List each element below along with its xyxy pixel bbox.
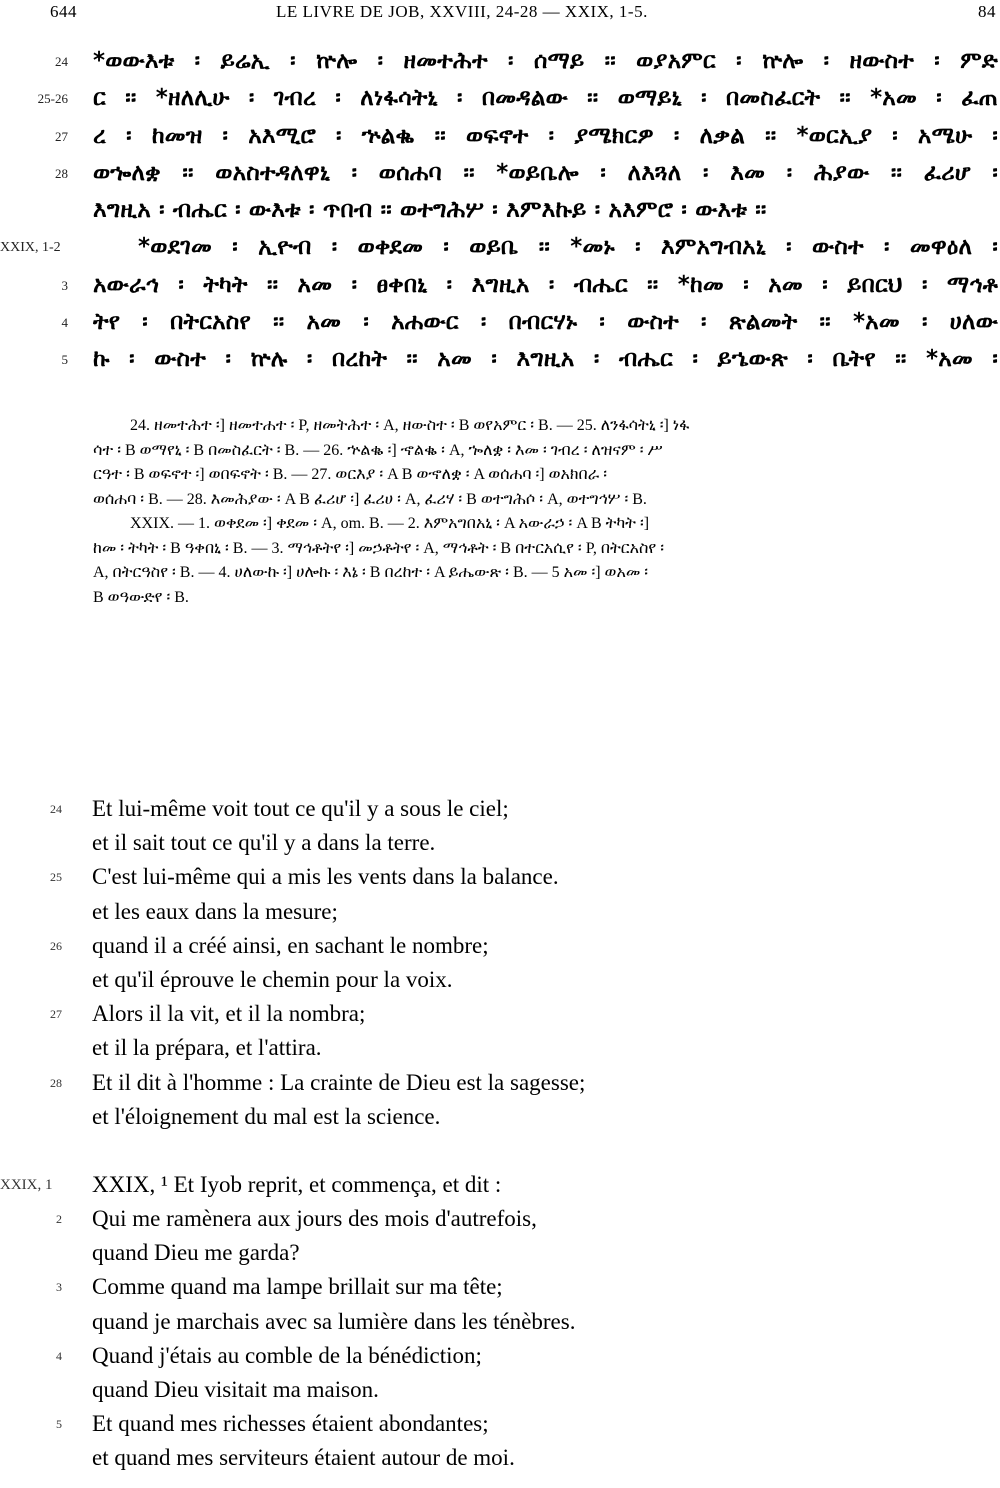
apparatus-line: XXIX. — 1. ወቀደመ ፡] ቀደመ ፡ A, om. B. — 2. እምአግበአኒ ፡ A አውራኃ ፡ A B ትካት ፡] [130, 515, 650, 532]
translation-text: quand Dieu visitait ma maison. [92, 1377, 379, 1402]
translation-line [0, 1441, 1000, 1475]
geez-line-text: ትየ ፡ በትርአስየ ፡፡ አመ ፡ አሐውር ፡ በብርሃኑ ፡ ውስተ ፡ ጽልመት ፡፡ *አመ ፡ ሀለው [93, 309, 998, 336]
verse-number: 3 [61, 277, 68, 293]
translation-text: Qui me ramènera aux jours des mois d'autrefois, [92, 1206, 537, 1232]
page-number-right: 84 [978, 2, 996, 21]
translation-text: quand je marchais avec sa lumière dans les ténèbres. [92, 1308, 576, 1334]
verse-number: 25 [50, 870, 62, 885]
translation-line [0, 1407, 1000, 1441]
french-translation [0, 792, 1000, 1476]
translation-text: Et lui-même voit tout ce qu'il y a sous le ciel; [92, 796, 509, 821]
translation-text: et l'éloignement du mal est la science. [92, 1103, 441, 1129]
translation-line [0, 1236, 1000, 1270]
translation-line [0, 1202, 1000, 1236]
verse-number: 27 [50, 1007, 62, 1022]
geez-line [0, 192, 1000, 229]
translation-text: et il sait tout ce qu'il y a dans la terre. [92, 830, 436, 856]
translation-text: Quand j'étais au comble de la bénédiction; [92, 1342, 482, 1368]
geez-line [0, 304, 1000, 341]
translation-line [0, 997, 1000, 1031]
translation-text: et il la prépara, et l'attira. [92, 1035, 322, 1061]
verse-number: 2 [56, 1212, 62, 1227]
verse-number: 24 [55, 54, 68, 69]
geez-line [0, 341, 1000, 378]
verse-number: 25-26 [37, 91, 68, 107]
running-title: LE LIVRE DE JOB, XXVIII, 24-28 — XXIX, 1-5. [276, 2, 648, 21]
verse-number: 27 [55, 128, 68, 144]
verse-number: 24 [50, 802, 62, 816]
apparatus-line: ሳተ ፡ B ወማየኒ ፡ B በመስፈርት ፡ B. — 26. ኍልቈ ፡] ኆልቈ ፡ A, ኈለቋ ፡ እመ ፡ ገብረ ፡ ለዝናም ፡ ሥ [93, 441, 663, 459]
geez-line-text: አውራኅ ፡ ትካት ፡፡ አመ ፡ ፀቀበኒ ፡ እግዚአ ፡ ብሔር ፡፡ *ከመ ፡ አመ ፡ ይበርህ ፡ ማኅቶ [93, 271, 998, 298]
section-gap [0, 1134, 1000, 1168]
translation-text: et les eaux dans la mesure; [92, 898, 338, 924]
verse-number: 28 [50, 1075, 62, 1090]
verse-number: 4 [56, 1348, 62, 1363]
translation-line [0, 826, 1000, 860]
translation-line [0, 1168, 1000, 1202]
translation-text: et quand mes serviteurs étaient autour de moi. [92, 1445, 515, 1471]
geez-line-text: ኩ ፡ ውስተ ፡ ኵሉ ፡ በረከት ፡፡ አመ ፡ እግዚአ ፡ ብሔር ፡ ይኄውጽ ፡ ቤትየ ፡፡ *አመ ፡ [93, 346, 998, 373]
geez-line [0, 267, 1000, 304]
geez-line-text: እግዚአ ፡ ብሔር ፡ ውእቱ ፡ ጥበብ ፡፡ ወተግሕሦ ፡ እምእኩይ ፡ አእምሮ ፡ ውእቱ ፡፡ [93, 197, 767, 224]
verse-number: 26 [50, 938, 62, 953]
apparatus-line: 24. ዘመተሕተ ፡] ዘመተሐተ ፡ P, ዘመትሕተ ፡ A, ዘውስተ ፡ B ወየአምር ፡ B. — 25. ለንፋሳትኒ ፡] ነፋ [130, 417, 690, 434]
translation-line [0, 1339, 1000, 1373]
translation-line [0, 1373, 1000, 1407]
geez-line [0, 229, 1000, 266]
apparatus-line: B ወዓውድየ ፡ B. [93, 588, 189, 606]
apparatus-line: ከመ ፡ ትካት ፡ B ዓቀበኒ ፡ B. — 3. ማኅቶትየ ፡] መኃቶትየ ፡ A, ማኅቶት ፡ B በተርአሲየ ፡ P, በትርአስየ ፡ [93, 539, 664, 557]
running-header [0, 2, 1000, 28]
translation-line [0, 1100, 1000, 1134]
verse-number: 3 [56, 1280, 62, 1295]
translation-line [0, 1270, 1000, 1304]
translation-line [0, 792, 1000, 826]
geez-line-text: *ወደገመ ፡ ኢዮብ ፡ ወቀደመ ፡ ወይቤ ፡፡ *መኑ ፡ እምአግብአኒ ፡ ውስተ ፡ መዋዕለ ፡ [138, 234, 998, 261]
page-number-left: 644 [50, 2, 77, 21]
geez-line [0, 118, 1000, 155]
geez-line-text: ረ ፡ ከመዝ ፡ አእሚሮ ፡ ኍልቈ ፡፡ ወፍኖተ ፡ ያሜክርዎ ፡ ለቃል ፡፡ *ወርኢያ ፡ አሜሁ ፡ [93, 122, 998, 149]
translation-line [0, 860, 1000, 894]
verse-number: 28 [55, 165, 68, 181]
translation-line [0, 895, 1000, 929]
translation-line [0, 929, 1000, 963]
geez-line [0, 43, 1000, 80]
translation-text: et qu'il éprouve le chemin pour la voix. [92, 966, 453, 992]
translation-text: Et il dit à l'homme : La crainte de Dieu est la sagesse; [92, 1069, 586, 1095]
translation-line [0, 963, 1000, 997]
apparatus-paragraph-xxviii [93, 414, 993, 512]
geez-line-text: ወኈለቋ ፡፡ ወአስተዳለዋኒ ፡ ወሰሐባ ፡፡ *ወይቤሎ ፡ ለእጓለ ፡ እመ ፡ ሕያው ፡፡ ፈሪሆ ፡ [93, 159, 998, 186]
geez-line [0, 80, 1000, 117]
translation-line [0, 1305, 1000, 1339]
geez-line-text: *ወውእቱ ፡ ይሬኢ ፡ ኵሎ ፡ ዘመተሕተ ፡ ሰማይ ፡፡ ወያአምር ፡ ኵሎ ፡ ዘውስተ ፡ ምድ [93, 48, 998, 74]
verse-number: 5 [61, 352, 68, 368]
chapter-verse-number: XXIX, 1-2 [0, 240, 61, 256]
translation-text: XXIX, ¹ Et Iyob reprit, et commença, et dit : [92, 1171, 502, 1197]
translation-text: quand Dieu me garda? [92, 1240, 300, 1266]
verse-number: 5 [56, 1417, 62, 1432]
translation-line [0, 1066, 1000, 1100]
translation-text: Et quand mes richesses étaient abondantes; [92, 1411, 489, 1437]
translation-text: Comme quand ma lampe brillait sur ma tête; [92, 1274, 503, 1300]
geez-text-block [0, 43, 1000, 379]
critical-apparatus [93, 414, 993, 610]
translation-line [0, 1031, 1000, 1065]
translation-text: quand il a créé ainsi, en sachant le nombre; [92, 932, 489, 958]
chapter-verse-number: XXIX, 1 [0, 1176, 53, 1193]
apparatus-line: ርዓተ ፡ B ወፍኖተ ፡] ወበፍኖት ፡ B. — 27. ወርእያ ፡ A B ወኆለቋ ፡ A ወሰሐባ ፡] ወአክበራ ፡ [93, 466, 607, 483]
translation-text: C'est lui-même qui a mis les vents dans la balance. [92, 864, 559, 890]
geez-line-text: ር ፡፡ *ዘለሊሁ ፡ ገብረ ፡ ለነፋሳትኒ ፡ በመዳልው ፡፡ ወማይኒ ፡ በመስፈርት ፡፡ *አመ ፡ ፈጠ [93, 85, 998, 112]
verse-number: 4 [61, 315, 68, 331]
apparatus-line: ወሰሐባ ፡ B. — 28. እመሕያው ፡ A B ፈሪሆ ፡] ፈሪሀ ፡ A, ፈሪሃ ፡ B ወተግሕሶ ፡ A, ወተግኅሦ ፡ B. [93, 490, 647, 508]
apparatus-paragraph-xxix [93, 512, 993, 610]
apparatus-line: A, በትርዓስየ ፡ B. — 4. ሀለውኩ ፡] ሀሎኩ ፡ እኔ ፡ B በረከተ ፡ A ይሔውጽ ፡ B. — 5 አመ ፡] ወአመ ፡ [93, 564, 649, 581]
geez-line [0, 155, 1000, 192]
translation-text: Alors il la vit, et il la nombra; [92, 1001, 366, 1027]
